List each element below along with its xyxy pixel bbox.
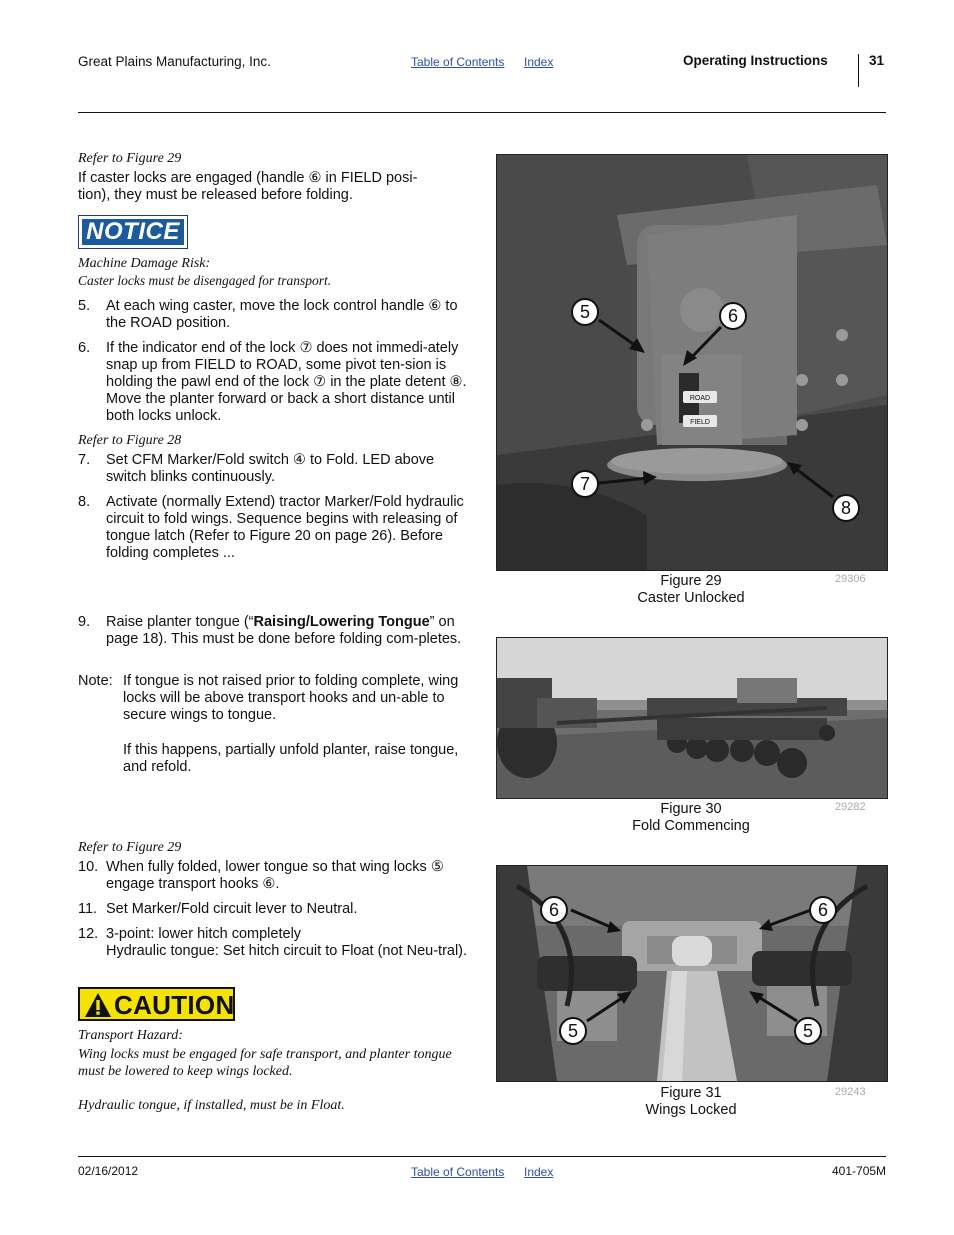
notice-label-text: NOTICE xyxy=(82,219,184,245)
refer-figure-29-b: Refer to Figure 29 xyxy=(78,840,182,855)
callout-6-left: 6 xyxy=(540,896,568,924)
step-number: 6. xyxy=(78,340,91,356)
caution-text-1: Wing locks must be engaged for safe transport, and planter tongue must be lowered to keep wings locked. xyxy=(78,1047,452,1079)
step-number: 7. xyxy=(78,452,91,468)
footer-index-link[interactable]: Index xyxy=(524,1165,554,1179)
step-text: At each wing caster, move the lock control handle ⑥ to the ROAD position. xyxy=(106,298,458,331)
caution-text-2: Hydraulic tongue, if installed, must be in Float. xyxy=(78,1098,345,1113)
caution-label xyxy=(78,987,235,1021)
figure-29-photo xyxy=(496,154,888,571)
planter-field-illustration xyxy=(497,638,887,798)
notice-title: Machine Damage Risk: xyxy=(78,256,211,271)
step-6 xyxy=(78,340,470,425)
figure-31-photo xyxy=(496,865,888,1082)
caution-title: Transport Hazard: xyxy=(78,1028,183,1043)
note-text-1: If tongue is not raised prior to folding complete, wing locks will be above transport hooks and un-able to secure wings to tongue. xyxy=(123,673,459,723)
figure-30-caption-number: Figure 30 xyxy=(660,801,722,817)
callout-5: 5 xyxy=(571,298,599,326)
step-12 xyxy=(78,926,470,960)
notice-label xyxy=(78,215,188,249)
step-7 xyxy=(78,452,470,486)
company-name: Great Plains Manufacturing, Inc. xyxy=(78,54,271,69)
figure-29-caption-number: Figure 29 xyxy=(660,573,722,589)
field-tag-text: FIELD xyxy=(690,419,710,426)
step-number: 11. xyxy=(78,901,98,917)
step-number: 10. xyxy=(78,859,99,875)
step9-pre: Raise planter tongue (“ xyxy=(106,614,254,630)
step-9 xyxy=(78,614,470,648)
figure-31-caption-number: Figure 31 xyxy=(660,1085,722,1101)
callout-7: 7 xyxy=(571,470,599,498)
step-text: Set Marker/Fold circuit lever to Neutral. xyxy=(106,901,358,917)
figure-29-image-id: 29306 xyxy=(835,573,866,585)
footer-toc-link[interactable]: Table of Contents xyxy=(411,1165,505,1179)
callout-5-right: 5 xyxy=(794,1017,822,1045)
callout-6: 6 xyxy=(719,302,747,330)
intro-line-2: tion), they must be released before folding. xyxy=(78,187,353,203)
step-number: 12. xyxy=(78,926,99,942)
step-8 xyxy=(78,494,470,562)
step9-post: ” on page 18). This must be done before folding com-pletes. xyxy=(106,614,462,647)
step-text: If the indicator end of the lock ⑦ does not immedi-ately snap up from FIELD to ROAD, some pivot ten-sion is holding the pawl end of the lock ⑦ in the plate detent ⑧. Move the planter forward or back a short distance until both locks unlock. xyxy=(106,340,467,424)
header-toc-link[interactable]: Table of Contents xyxy=(411,55,505,69)
step-text: Set CFM Marker/Fold switch ④ to Fold. LED above switch blinks continuously. xyxy=(106,452,435,485)
step-number: 5. xyxy=(78,298,91,314)
step-11 xyxy=(78,901,470,918)
step-text: When fully folded, lower tongue so that wing locks ⑤ engage transport hooks ⑥. xyxy=(106,859,444,892)
footer-rule xyxy=(78,1156,886,1157)
step-5 xyxy=(78,298,470,332)
intro-line-1: If caster locks are engaged (handle ⑥ in FIELD posi- xyxy=(78,170,418,186)
step-number: 9. xyxy=(78,614,91,630)
note-text-2: If this happens, partially unfold planter, raise tongue, and refold. xyxy=(123,742,459,775)
figure-30-image-id: 29282 xyxy=(835,801,866,813)
road-tag-text: ROAD xyxy=(689,395,711,402)
footer-date: 02/16/2012 xyxy=(78,1164,139,1178)
header-index-link[interactable]: Index xyxy=(524,55,554,69)
refer-figure-28: Refer to Figure 28 xyxy=(78,433,182,448)
callout-5-left: 5 xyxy=(559,1017,587,1045)
step-text xyxy=(106,614,470,648)
header-divider xyxy=(858,54,859,87)
step-text: Activate (normally Extend) tractor Marker/Fold hydraulic circuit to fold wings. Sequence begins with releasing of tongue latch (Refer to Figure 20 on page 26). Before folding completes ... xyxy=(106,494,464,561)
caster-photo-illustration xyxy=(497,155,887,570)
callout-6-right: 6 xyxy=(809,896,837,924)
note-label: Note: xyxy=(78,673,113,689)
step-text-b: Hydraulic tongue: Set hitch circuit to Float (not Neu-tral). xyxy=(106,943,468,959)
refer-figure-29-a: Refer to Figure 29 xyxy=(78,151,182,166)
callout-8: 8 xyxy=(832,494,860,522)
notice-text: Caster locks must be disengaged for transport. xyxy=(78,273,332,288)
figure-31-caption-title: Wings Locked xyxy=(645,1102,737,1118)
step9-bold-link-text: Raising/Lowering Tongue xyxy=(253,614,430,630)
section-title: Operating Instructions xyxy=(683,53,828,68)
figure-30-photo xyxy=(496,637,888,799)
figure-30-caption-title: Fold Commencing xyxy=(632,818,750,834)
page-number: 31 xyxy=(869,53,885,68)
step-10 xyxy=(78,859,470,893)
step-text-a: 3-point: lower hitch completely xyxy=(106,926,302,942)
header-rule xyxy=(78,112,886,113)
figure-31-image-id: 29243 xyxy=(835,1086,866,1098)
figure-29-caption-title: Caster Unlocked xyxy=(637,590,745,606)
caution-label-text: CAUTION xyxy=(114,990,235,1020)
warning-triangle-icon xyxy=(84,992,112,1018)
document-number: 401-705M xyxy=(832,1164,887,1178)
step-number: 8. xyxy=(78,494,91,510)
